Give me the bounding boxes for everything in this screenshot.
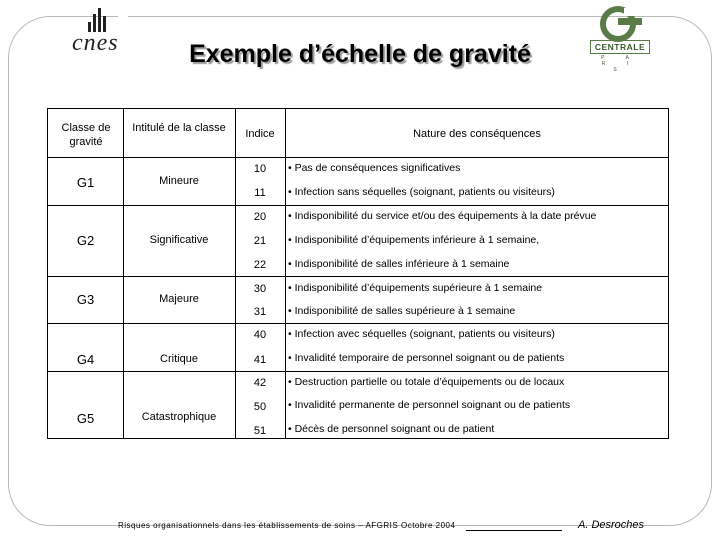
consequence-text: • Décès de personnel soignant ou de patient: [288, 423, 495, 435]
header-nature: Nature des conséquences: [413, 128, 541, 140]
class-code-g5: G5: [76, 411, 95, 426]
centrale-wordmark: CENTRALE: [590, 40, 650, 54]
severity-table: [47, 108, 669, 439]
cnes-wordmark: cnes: [72, 30, 119, 56]
consequence-text: • Indisponibilité de salles supérieure à 1 semaine: [288, 305, 516, 317]
consequence-text: • Indisponibilité du service et/ou des équipements à la date prévue: [288, 210, 597, 222]
index-value: 22: [253, 259, 267, 271]
index-value: 31: [253, 306, 267, 318]
frame-gap: [118, 8, 588, 22]
slide-title: Exemple d’échelle de gravité: [189, 40, 531, 68]
index-value: 11: [254, 187, 266, 199]
consequence-text: • Destruction partielle ou totale d’équipements ou de locaux: [288, 376, 565, 388]
class-code-g3: G3: [76, 292, 95, 307]
consequence-text: • Indisponibilité d’équipements supérieure à 1 semaine: [288, 282, 543, 294]
footer-source: Risques organisationnels dans les établissements de soins – AFGRIS Octobre 2004: [118, 521, 456, 530]
consequence-text: • Infection avec séquelles (soignant, patients ou visiteurs): [288, 328, 555, 340]
class-label-catastrophique: Catastrophique: [141, 411, 217, 423]
index-value: 41: [253, 354, 267, 366]
index-value: 51: [253, 425, 267, 437]
consequence-text: • Invalidité temporaire de personnel soignant ou de patients: [288, 352, 565, 364]
header-indice: Indice: [245, 128, 275, 140]
centrale-emblem-icon: [598, 6, 642, 42]
consequence-text: • Indisponibilité de salles inférieure à 1 semaine: [288, 258, 510, 270]
header-intitule: Intitulé de la classe: [132, 122, 226, 134]
footer-author: A. Desroches: [578, 519, 645, 531]
consequence-text: • Infection sans séquelles (soignant, patients ou visiteurs): [288, 186, 555, 198]
class-label-critique: Critique: [160, 353, 198, 365]
class-code-g2: G2: [76, 233, 95, 248]
class-label-majeure: Majeure: [159, 293, 199, 305]
class-label-significative: Significative: [149, 234, 209, 246]
class-code-g1: G1: [76, 175, 95, 190]
consequence-text: • Pas de conséquences significatives: [288, 162, 461, 174]
class-label-mineure: Mineure: [159, 175, 199, 187]
header-rule: [128, 16, 588, 17]
footer-rule: [466, 530, 562, 531]
index-value: 21: [253, 235, 267, 247]
header-classe: Classe de gravité: [61, 122, 111, 148]
index-value: 40: [253, 329, 267, 341]
index-value: 20: [253, 211, 267, 223]
class-code-g4: G4: [76, 352, 95, 367]
consequence-text: • Indisponibilité d’équipements inférieure à 1 semaine,: [288, 234, 540, 246]
consequence-text: • Invalidité permanente de personnel soignant ou de patients: [288, 399, 571, 411]
cnes-bars-icon: [88, 8, 110, 32]
index-value: 30: [253, 283, 267, 295]
index-value: 42: [253, 377, 267, 389]
centrale-subtitle: P A R I S: [601, 55, 639, 73]
index-value: 50: [253, 401, 267, 413]
index-value: 10: [253, 163, 267, 175]
